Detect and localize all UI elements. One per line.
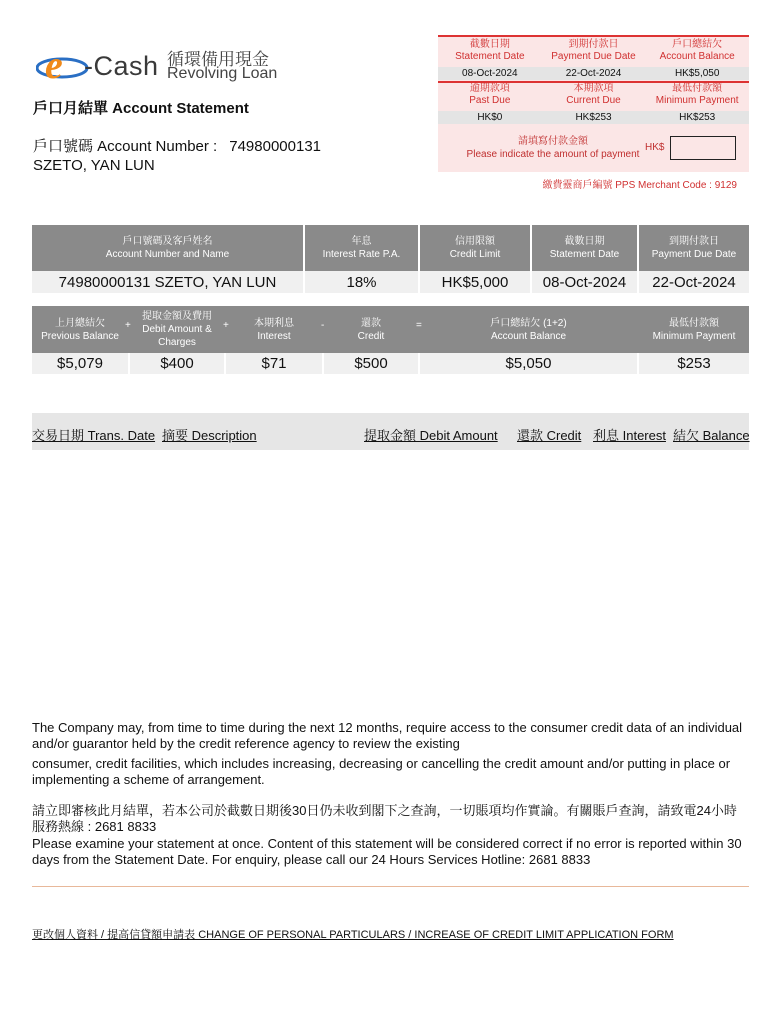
account-number-label: 戶口號碼 Account Number : [33,138,218,155]
notice-examine-en: Please examine your statement at once. Content of this statement will be considered correct if no error is reported within 30 days from the Statement Date. For enquiry, please call our 24 Hours Services Hotline: 2681 8833 [32,836,742,867]
table1-account-value: 74980000131 SZETO, YAN LUN [32,271,303,293]
header-en: Credit [357,330,385,342]
brand-name-zh: 循環備用現金 [167,50,269,69]
summary-label-zh: 戶口總結欠 [672,39,723,50]
summary-label-zh: 最低付款額 [672,83,723,94]
table2-header-balance [420,306,637,353]
brand-name-en: Revolving Loan [167,65,278,82]
payment-label-zh: 請填寫付款金額 [518,136,588,147]
summary-label-zh: 本期款項 [573,83,614,94]
header-en: Debit Amount & Charges [142,324,212,348]
pps-merchant-code: 繳費靈商戶編號 PPS Merchant Code : 9129 [542,180,737,191]
summary-cell [438,83,542,107]
summary-box [438,35,749,172]
header-en: Payment Due Date [651,249,737,260]
table2-header-debit [130,306,224,353]
table2-header-prev [32,306,128,353]
header-zh: 到期付款日 [669,236,719,247]
summary-label-en: Account Balance [659,51,735,62]
account-balance-value: HK$5,050 [674,68,720,79]
header-zh: 上月總結欠 [54,317,105,329]
table1-header-rate [305,225,418,271]
summary-label-en: Current Due [566,95,621,106]
col-credit: 還款 Credit [517,428,582,443]
account-number: 74980000131 [229,138,321,155]
operator-plus: + [125,320,131,331]
summary-cell [542,39,646,63]
header-zh: 提取金額及費用 [142,311,212,322]
header-en: Account Balance [490,330,567,342]
past-due-value: HK$0 [477,112,503,123]
header-zh: 戶口總結欠 (1+2) [490,317,567,329]
payment-currency: HK$ [645,142,665,153]
operator-equals: = [416,320,422,331]
header-zh: 截數日期 [564,236,605,247]
summary-cell [438,39,542,63]
summary-label-zh: 逾期款項 [469,83,510,94]
table1-header-stmt-date [532,225,637,271]
change-particulars-form-link[interactable]: 更改個人資料 / 提高信貸額申請表 CHANGE OF PERSONAL PARTICULARS / INCREASE OF CREDIT LIMIT APPLICATION FORM [32,929,674,941]
summary-cell [645,83,749,107]
svg-text:e: e [45,44,63,84]
summary-row2-values [438,111,749,124]
statement-title: 戶口月結單 Account Statement [33,100,249,117]
table1-due-date-value: 22-Oct-2024 [639,271,749,293]
table2-balance-value: $5,050 [420,353,637,374]
summary-label-en: Statement Date [455,51,525,62]
summary-row1-values [438,67,749,80]
table2-credit-value: $500 [324,353,418,374]
logo-text: -Cash [84,51,159,81]
header-en: Credit Limit [449,249,501,260]
payment-due-date-value: 22-Oct-2024 [565,68,622,79]
summary-label-zh: 到期付款日 [568,39,619,50]
col-balance: 結欠 Balance [673,428,750,443]
notice-credit-facilities: consumer, credit facilities, which includes increasing, decreasing or cancelling the credit amount and/or putting in place or implementing a scheme of arrangement. [32,756,731,787]
header-zh: 信用限額 [454,236,495,247]
table1-limit-value: HK$5,000 [420,271,530,293]
header-en: Previous Balance [41,330,119,342]
current-due-value: HK$253 [575,112,612,123]
table2-header-min-payment [639,306,749,353]
statement-date-value: 08-Oct-2024 [462,68,518,79]
summary-label-zh: 截數日期 [469,39,510,50]
header-zh: 最低付款額 [669,317,719,329]
payment-label-en: Please indicate the amount of payment [466,149,640,160]
summary-label-en: Minimum Payment [655,95,739,106]
summary-row2-header [438,83,749,107]
table2-prev-value: $5,079 [32,353,128,374]
col-trans-date: 交易日期 Trans. Date [32,428,156,443]
table2-debit-value: $400 [130,353,224,374]
operator-plus: + [223,320,229,331]
minimum-payment-value: HK$253 [679,112,716,123]
table2-min-payment-value: $253 [639,353,749,374]
summary-label-en: Payment Due Date [551,51,636,62]
header-zh: 還款 [361,317,381,329]
table1-header-account [32,225,303,271]
header-en: Minimum Payment [652,330,736,342]
table2-header-credit [326,306,416,353]
payment-amount-field[interactable] [670,136,736,160]
payment-amount-label [438,135,668,161]
header-en: Interest [257,330,291,342]
section-divider [32,886,749,887]
notice-examine-zh: 請立即審核此月結單，若本公司於截數日期後30日仍未收到閣下之查詢，一切賬項均作實論。有關賬戶查詢，請致電24小時服務熱線 : 2681 8833 [32,803,737,834]
header-en: Statement Date [549,249,620,260]
table2-header-interest [228,306,320,353]
table1-header-limit [420,225,530,271]
operator-minus: - [321,320,325,331]
account-number-line [33,135,321,156]
header-zh: 戶口號碼及客戶姓名 [122,236,213,247]
col-debit-amount: 提取金額 Debit Amount [364,428,498,443]
header-zh: 年息 [351,236,372,247]
table1-rate-value: 18% [305,271,418,293]
table1-header-due-date [639,225,749,271]
summary-cell [542,83,646,107]
table2-interest-value: $71 [226,353,322,374]
col-interest: 利息 Interest [593,428,666,443]
header-en: Account Number and Name [105,249,230,260]
summary-row1-header [438,39,749,63]
col-description: 摘要 Description [162,428,257,443]
summary-label-en: Past Due [469,95,511,106]
notice-credit-data: The Company may, from time to time during the next 12 months, require access to the consumer credit data of an individual and/or guarantor held by the credit reference agency to review the existing [32,720,743,751]
summary-cell [645,39,749,63]
table1-stmt-date-value: 08-Oct-2024 [532,271,637,293]
header-zh: 本期利息 [254,317,294,329]
header-en: Interest Rate P.A. [322,249,401,260]
account-name: SZETO, YAN LUN [33,157,155,174]
